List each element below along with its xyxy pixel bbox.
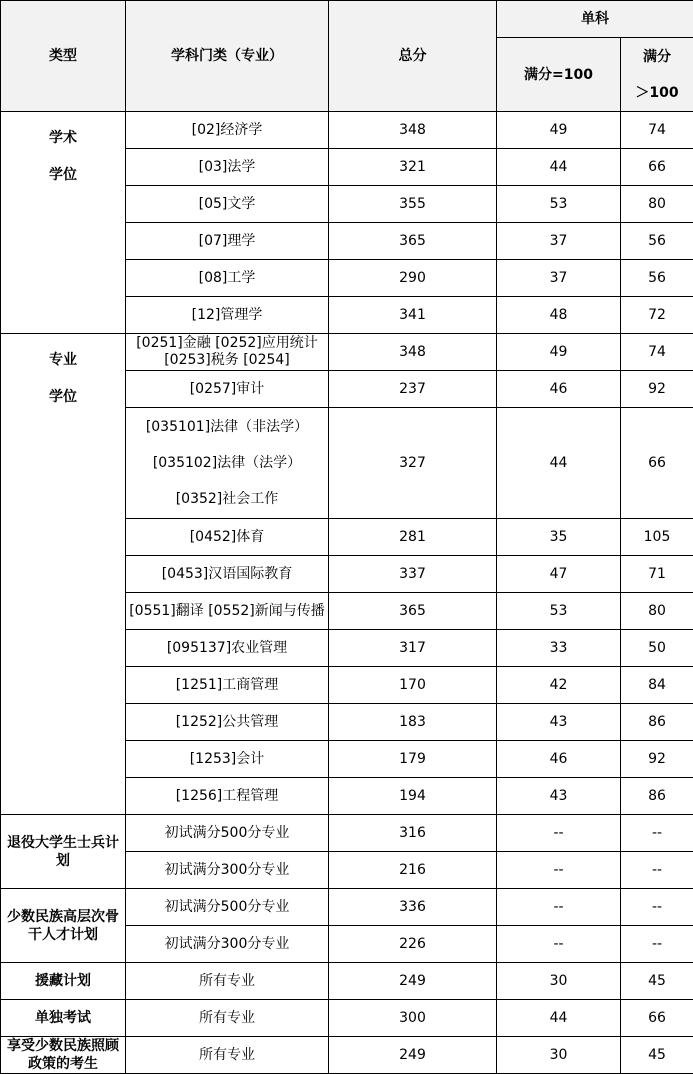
score100-cell: 43 (497, 778, 621, 815)
major-cell: [095137]农业管理 (126, 630, 329, 667)
score100-cell: 35 (497, 519, 621, 556)
score100-cell: 44 (497, 408, 621, 519)
score100-cell: 49 (497, 112, 621, 149)
score100-cell: 48 (497, 297, 621, 334)
score100-cell: 49 (497, 334, 621, 371)
score150-cell: 45 (621, 963, 693, 1000)
header-full-100: 满分=100 (497, 38, 621, 112)
table-row (1, 334, 693, 371)
table-row (1, 112, 693, 149)
header-full-gt100-line1: 满分 (643, 48, 671, 65)
score100-cell: 42 (497, 667, 621, 704)
group-minority: 少数民族高层次骨干人才计划 (1, 889, 126, 963)
total-cell: 316 (329, 815, 497, 852)
score150-cell: -- (621, 815, 693, 852)
score100-cell: -- (497, 852, 621, 889)
major-cell: [12]管理学 (126, 297, 329, 334)
score150-cell: 80 (621, 593, 693, 630)
score150-cell: 56 (621, 223, 693, 260)
score150-cell: -- (621, 852, 693, 889)
score150-cell: 86 (621, 778, 693, 815)
major-cell: [1252]公共管理 (126, 704, 329, 741)
total-cell: 170 (329, 667, 497, 704)
total-cell: 237 (329, 371, 497, 408)
score100-cell: -- (497, 815, 621, 852)
header-single-subject: 单科 (497, 1, 693, 38)
group-professional (1, 334, 126, 815)
score100-cell: 44 (497, 1000, 621, 1037)
score100-cell: 46 (497, 371, 621, 408)
total-cell: 226 (329, 926, 497, 963)
total-cell: 317 (329, 630, 497, 667)
total-cell: 341 (329, 297, 497, 334)
total-cell: 300 (329, 1000, 497, 1037)
total-cell: 365 (329, 223, 497, 260)
score100-cell: 37 (497, 260, 621, 297)
major-cell: [08]工学 (126, 260, 329, 297)
group-academic (1, 112, 126, 334)
total-cell: 183 (329, 704, 497, 741)
major-cell: [1253]会计 (126, 741, 329, 778)
header-category: 学科门类（专业） (126, 1, 329, 112)
score150-cell: 71 (621, 556, 693, 593)
total-cell: 249 (329, 963, 497, 1000)
score100-cell: -- (497, 889, 621, 926)
score150-cell: 86 (621, 704, 693, 741)
score100-cell: 30 (497, 1037, 621, 1074)
major-cell: 初试满分300分专业 (126, 852, 329, 889)
major-cell: [0251]金融 [0252]应用统计[0253]税务 [0254] (126, 334, 329, 371)
major-cell: 初试满分500分专业 (126, 815, 329, 852)
major-cell: [1251]工商管理 (126, 667, 329, 704)
score150-cell: 66 (621, 408, 693, 519)
total-cell: 327 (329, 408, 497, 519)
score100-cell: 53 (497, 593, 621, 630)
score100-cell: 53 (497, 186, 621, 223)
group-tibet: 援藏计划 (1, 963, 126, 1000)
score150-cell: 56 (621, 260, 693, 297)
score150-cell: 80 (621, 186, 693, 223)
group-academic-line1: 学术 (49, 130, 77, 146)
group-minority-policy: 享受少数民族照顾政策的考生 (1, 1037, 126, 1074)
total-cell: 348 (329, 112, 497, 149)
total-cell: 321 (329, 149, 497, 186)
score150-cell: 66 (621, 1000, 693, 1037)
group-academic-line2: 学位 (49, 167, 77, 183)
score150-cell: 45 (621, 1037, 693, 1074)
score150-cell: 92 (621, 741, 693, 778)
major-cell: [0453]汉语国际教育 (126, 556, 329, 593)
table-row (1, 963, 693, 1000)
score150-cell: 50 (621, 630, 693, 667)
group-professional-line2: 学位 (49, 389, 77, 405)
table-row (1, 1037, 693, 1074)
total-cell: 337 (329, 556, 497, 593)
total-cell: 281 (329, 519, 497, 556)
major-line: [035101]法律（非法学） (145, 419, 309, 435)
total-cell: 216 (329, 852, 497, 889)
total-cell: 365 (329, 593, 497, 630)
header-total: 总分 (329, 1, 497, 112)
group-separate: 单独考试 (1, 1000, 126, 1037)
score150-cell: 66 (621, 149, 693, 186)
score150-cell: 74 (621, 334, 693, 371)
major-cell: [02]经济学 (126, 112, 329, 149)
major-cell: 初试满分300分专业 (126, 926, 329, 963)
table-row (1, 889, 693, 926)
major-cell: 所有专业 (126, 963, 329, 1000)
major-line: [0352]社会工作 (175, 491, 279, 507)
header-full-gt100-line2: ＞100 (635, 84, 679, 101)
major-cell: [0257]审计 (126, 371, 329, 408)
score150-cell: 74 (621, 112, 693, 149)
total-cell: 249 (329, 1037, 497, 1074)
score100-cell: 33 (497, 630, 621, 667)
score150-cell: -- (621, 926, 693, 963)
total-cell: 290 (329, 260, 497, 297)
major-line: [035102]法律（法学） (152, 455, 302, 471)
total-cell: 336 (329, 889, 497, 926)
table-row (1, 1000, 693, 1037)
group-veteran: 退役大学生士兵计划 (1, 815, 126, 889)
header-type: 类型 (1, 1, 126, 112)
total-cell: 179 (329, 741, 497, 778)
total-cell: 355 (329, 186, 497, 223)
score100-cell: 30 (497, 963, 621, 1000)
score150-cell: 92 (621, 371, 693, 408)
total-cell: 194 (329, 778, 497, 815)
score100-cell: 43 (497, 704, 621, 741)
major-cell: [0551]翻译 [0552]新闻与传播 (126, 593, 329, 630)
total-cell: 348 (329, 334, 497, 371)
major-cell: [1256]工程管理 (126, 778, 329, 815)
score150-cell: 72 (621, 297, 693, 334)
major-cell: 所有专业 (126, 1000, 329, 1037)
score150-cell: 105 (621, 519, 693, 556)
score100-cell: -- (497, 926, 621, 963)
table-row (1, 815, 693, 852)
major-cell: [03]法学 (126, 149, 329, 186)
score100-cell: 46 (497, 741, 621, 778)
major-cell: [05]文学 (126, 186, 329, 223)
header-full-gt100 (621, 38, 693, 112)
score150-cell: 84 (621, 667, 693, 704)
score150-cell: -- (621, 889, 693, 926)
major-cell: [07]理学 (126, 223, 329, 260)
score100-cell: 37 (497, 223, 621, 260)
major-cell: 初试满分500分专业 (126, 889, 329, 926)
major-cell (126, 408, 329, 519)
score100-cell: 44 (497, 149, 621, 186)
group-professional-line1: 专业 (49, 352, 77, 368)
score100-cell: 47 (497, 556, 621, 593)
major-cell: 所有专业 (126, 1037, 329, 1074)
major-cell: [0452]体育 (126, 519, 329, 556)
